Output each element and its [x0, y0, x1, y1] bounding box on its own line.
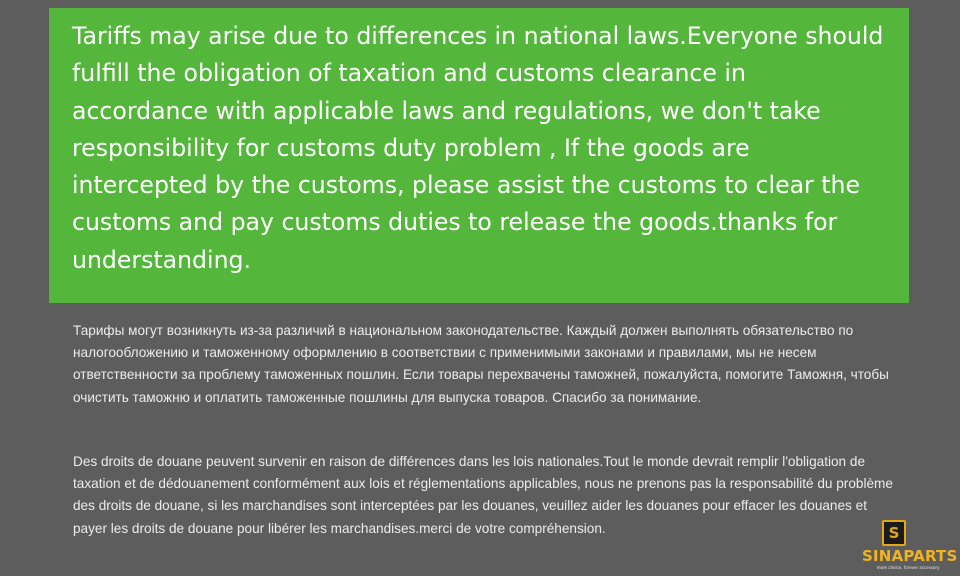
notice-banner: [49, 8, 909, 303]
logo-tagline: more choice, forever accessory: [876, 565, 940, 570]
russian-notice-text: Тарифы могут возникнуть из-за различий в национальном законодательстве. Каждый должен выполнять обязательство по налогообложению и таможенному оформлению в соответствии с применимыми законами и правилами, мы не несем ответственности за проблему таможенных пошлин. Если товары перехвачены таможней, пожалуйста, помогите Таможня, чтобы очистить таможню и оплатить таможенные пошлины для выпуска товаров. Спасибо за понимание.: [73, 323, 889, 405]
logo-badge-glyph: S: [888, 524, 900, 542]
english-notice-text: Tariffs may arise due to differences in national laws.Everyone should fulfill the obligation of taxation and customs clearance in accordance with applicable laws and regulations, we don't take responsibility for customs duty problem , If the goods are intercepted by the customs, please assist the customs to clear the customs and pay customs duties to release the goods.thanks for understanding.: [72, 22, 884, 274]
logo-badge-icon: [882, 520, 906, 546]
logo-wordmark: SINAPARTS: [862, 547, 958, 565]
sinaparts-logo: [860, 518, 956, 574]
french-notice-text: Des droits de douane peuvent survenir en raison de différences dans les lois nationales.Tout le monde devrait remplir l'obligation de taxation et de dédouanement conformément aux lois et réglementations applicables, nous ne prenons pas la responsabilité du problème des droits de douane, si les marchandises sont interceptées par les douanes, veuillez aider les douanes pour effacer les douanes et payer les droits de douane pour libérer les marchandises.merci de votre compréhension.: [73, 454, 893, 536]
